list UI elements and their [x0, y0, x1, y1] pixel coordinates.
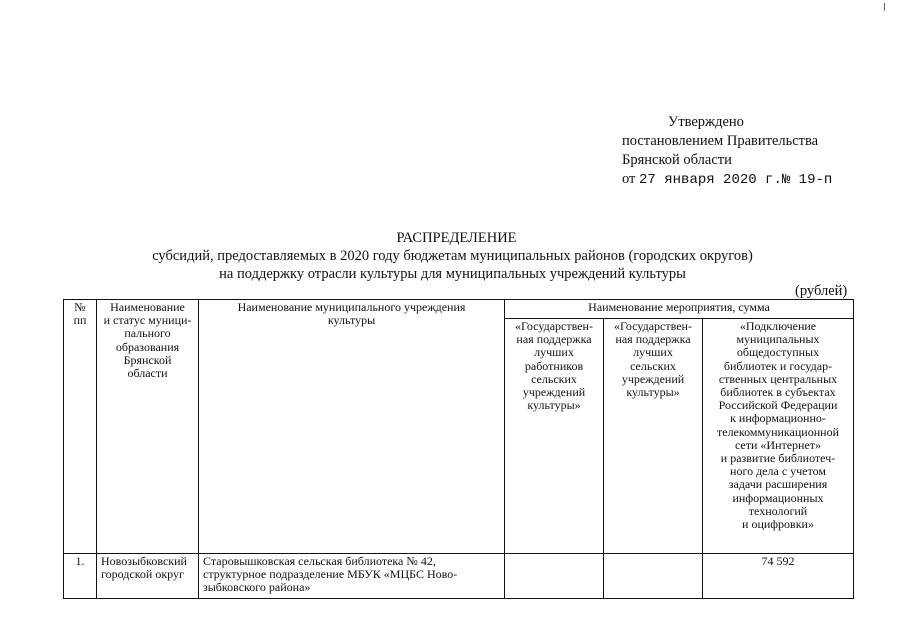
document-subtitle-line2: на поддержку отрасли культуры для муниципальных учреждений культуры [219, 266, 686, 282]
table-row [64, 554, 854, 599]
document-title: РАСПРЕДЕЛЕНИЕ [396, 230, 517, 246]
document-subtitle-line1: субсидий, предоставляемых в 2020 году бюджетам муниципальных районов (городских округов) [152, 248, 753, 264]
approval-date: 27 января 2020 г. [639, 172, 782, 188]
cell-municipality: Новозыбковский городской округ [97, 554, 199, 599]
approval-stamp [622, 113, 832, 190]
approval-title: Утверждено [668, 114, 744, 130]
header-event-libraries: «Подключение муниципальных общедоступных библиотек и государ- ственных центральных библиотек в субъектах Российской Федерации к информационно- телекоммуникационной сети «Интернет» и развитие библиотеч- ного дела с учетом задачи расширения информационных технологий и оцифровки» [703, 319, 854, 554]
cell-event-libraries: 74 592 [703, 554, 854, 599]
distribution-table [63, 299, 854, 599]
table-header-row [64, 300, 854, 319]
cell-institution: Старовышковская сельская библиотека № 42, структурное подразделение МБУК «МЦБС Ново- зыбковского района» [199, 554, 505, 599]
approval-number: № 19-п [781, 172, 833, 188]
approval-date-line [622, 170, 832, 190]
header-institution: Наименование муниципального учреждения культуры [199, 300, 505, 554]
header-number: № пп [64, 300, 97, 554]
approval-line-government: постановлением Правительства [622, 133, 819, 149]
header-event-group: Наименование мероприятия, сумма [505, 300, 854, 319]
cell-event-institutions [604, 554, 703, 599]
document-heading [0, 229, 905, 283]
cell-event-workers [505, 554, 604, 599]
scan-mark [884, 3, 885, 11]
header-municipality: Наименование и статус муници- пального образования Брянской области [97, 300, 199, 554]
cell-number: 1. [64, 554, 97, 599]
approval-line-region: Брянской области [622, 152, 732, 168]
approval-date-prefix: от [622, 171, 636, 187]
header-event-workers: «Государствен- ная поддержка лучших работников сельских учреждений культуры» [505, 319, 604, 554]
units-label: (рублей) [795, 283, 848, 299]
header-event-institutions: «Государствен- ная поддержка лучших сельских учреждений культуры» [604, 319, 703, 554]
